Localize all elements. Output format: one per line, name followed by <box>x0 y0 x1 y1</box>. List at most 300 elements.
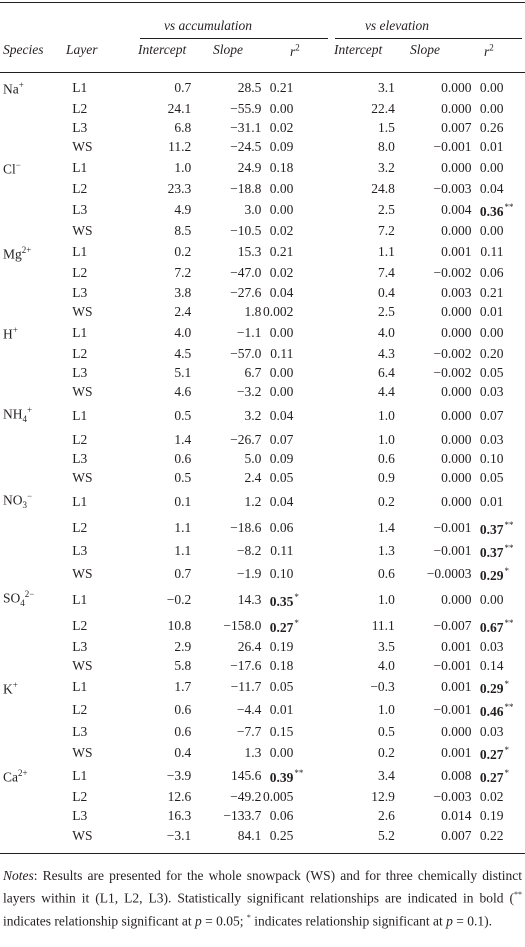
species-cell <box>0 698 72 721</box>
table-row <box>0 698 525 721</box>
species-cell <box>0 198 72 221</box>
intercept-elevation-cell: 1.0 <box>377 407 395 423</box>
layer-cell: L2 <box>72 617 88 633</box>
species-cell: $SO_4^{2-}$ <box>3 589 35 609</box>
intercept-accumulation-cell: 1.7 <box>174 679 192 695</box>
header-rule <box>0 72 525 73</box>
slope-accumulation-cell: −18.6 <box>230 519 262 535</box>
intercept-elevation-cell: 8.0 <box>377 139 395 155</box>
r2-elevation-cell: 0.05 <box>479 470 504 486</box>
intercept-accumulation-cell: 4.9 <box>174 202 192 218</box>
intercept-elevation-cell: 1.4 <box>377 519 395 535</box>
intercept-accumulation-cell: 4.6 <box>174 384 192 400</box>
table-row <box>0 302 525 321</box>
group-underline-accumulation <box>140 38 328 39</box>
col-header-r2-1 <box>290 42 300 60</box>
intercept-elevation-cell: 3.4 <box>377 768 395 784</box>
slope-accumulation-cell: −7.7 <box>236 723 262 739</box>
species-cell: $Ca^{2+}$ <box>3 768 28 785</box>
slope-accumulation-cell: −3.2 <box>236 384 262 400</box>
layer-cell: L3 <box>72 638 88 654</box>
slope-accumulation-cell: −133.7 <box>223 808 262 824</box>
layer-cell: WS <box>72 566 93 582</box>
intercept-accumulation-cell: 2.9 <box>174 638 192 654</box>
intercept-accumulation-cell: −3.1 <box>166 827 192 843</box>
layer-cell: L2 <box>72 431 88 447</box>
r2-elevation-cell: 0.01 <box>479 139 504 155</box>
table-row <box>0 539 525 562</box>
group-header-elevation: vs elevation <box>364 18 430 33</box>
r2-elevation-cell: 0.03 <box>479 431 504 447</box>
species-cell <box>0 562 72 585</box>
notes-sig-mark-2: ** <box>514 890 522 899</box>
r2-accumulation-cell: 0.21 <box>269 244 294 260</box>
r2-elevation-cell: 0.22 <box>479 827 504 843</box>
species-cell <box>0 614 72 637</box>
intercept-accumulation-cell: 1.1 <box>174 519 192 535</box>
species-cell <box>0 118 72 137</box>
layer-cell: L2 <box>72 100 88 116</box>
intercept-accumulation-cell: 12.6 <box>167 789 192 805</box>
slope-elevation-cell: 0.007 <box>441 119 472 135</box>
intercept-accumulation-cell: 4.5 <box>174 345 192 361</box>
slope-accumulation-cell: −57.0 <box>230 345 262 361</box>
notes-sig-mark-1: * <box>246 912 251 922</box>
r2-elevation-cell: 0.04 <box>479 181 504 197</box>
table-row <box>0 741 525 764</box>
intercept-accumulation-cell: 10.8 <box>167 617 192 633</box>
r2-accumulation-cell: 0.00 <box>269 384 294 400</box>
intercept-elevation-cell: 22.4 <box>371 100 395 116</box>
r2-elevation-cell: 0.37** <box>479 519 514 537</box>
intercept-accumulation-cell: 1.4 <box>174 431 192 447</box>
slope-accumulation-cell: −1.9 <box>236 566 262 582</box>
intercept-elevation-cell: 0.5 <box>377 723 395 739</box>
intercept-accumulation-cell: 0.4 <box>174 744 192 760</box>
bottom-rule <box>0 853 525 854</box>
intercept-elevation-cell: 3.5 <box>377 638 395 654</box>
r2-elevation-cell: 0.00 <box>479 100 504 116</box>
table-row <box>0 614 525 637</box>
intercept-accumulation-cell: 5.1 <box>174 364 192 380</box>
r2-accumulation-cell: 0.00 <box>269 202 294 218</box>
r2-accumulation-cell: 0.01 <box>269 702 294 718</box>
r2-elevation-cell: 0.20 <box>479 345 504 361</box>
col-header-r2-2-text: $r^2$ <box>484 42 494 59</box>
r2-accumulation-cell: 0.04 <box>269 493 294 509</box>
r2-elevation-cell: 0.03 <box>479 384 504 400</box>
r2-accumulation-cell: 0.005 <box>262 789 294 805</box>
r2-elevation-cell: 0.67** <box>479 617 514 635</box>
layer-cell: L3 <box>72 284 88 300</box>
slope-accumulation-cell: 6.7 <box>244 364 262 380</box>
table-row <box>0 516 525 539</box>
table-row <box>0 637 525 656</box>
intercept-elevation-cell: 2.6 <box>377 808 395 824</box>
layer-cell: L1 <box>72 79 88 95</box>
table-row <box>0 118 525 137</box>
slope-accumulation-cell: 24.9 <box>237 160 262 176</box>
layer-cell: L3 <box>72 542 88 558</box>
table-row <box>0 656 525 675</box>
r2-accumulation-cell: 0.00 <box>269 324 294 340</box>
slope-elevation-cell: 0.000 <box>441 723 472 739</box>
r2-elevation-cell: 0.11 <box>480 244 504 260</box>
layer-cell: WS <box>72 658 93 674</box>
layer-cell: L1 <box>72 160 88 176</box>
r2-accumulation-cell: 0.02 <box>269 223 294 239</box>
slope-accumulation-cell: 1.2 <box>244 493 262 509</box>
r2-accumulation-cell: 0.00 <box>269 744 294 760</box>
r2-accumulation-cell: 0.09 <box>269 139 294 155</box>
r2-accumulation-cell: 0.04 <box>269 407 294 423</box>
slope-elevation-cell: 0.000 <box>441 470 472 486</box>
layer-cell: WS <box>72 827 93 843</box>
layer-cell: L1 <box>72 407 88 423</box>
slope-accumulation-cell: −17.6 <box>230 658 262 674</box>
layer-cell: L3 <box>72 808 88 824</box>
r2-accumulation-cell: 0.10 <box>269 566 294 582</box>
r2-elevation-cell: 0.01 <box>479 303 504 319</box>
intercept-elevation-cell: 1.0 <box>377 431 395 447</box>
r2-accumulation-cell: 0.07 <box>269 431 294 447</box>
layer-cell: L2 <box>72 345 88 361</box>
intercept-elevation-cell: 6.4 <box>377 364 395 380</box>
layer-cell: L1 <box>72 768 88 784</box>
slope-elevation-cell: 0.000 <box>441 384 472 400</box>
slope-elevation-cell: −0.002 <box>433 265 472 281</box>
species-cell: $Mg^{2+}$ <box>3 244 32 262</box>
intercept-accumulation-cell: 0.5 <box>174 407 192 423</box>
intercept-elevation-cell: 0.9 <box>377 470 395 486</box>
intercept-accumulation-cell: 7.2 <box>174 265 192 281</box>
col-header-r2-2 <box>484 42 494 60</box>
slope-elevation-cell: 0.000 <box>441 223 472 239</box>
slope-elevation-cell: −0.0003 <box>426 566 472 582</box>
slope-accumulation-cell: 3.0 <box>244 202 262 218</box>
layer-cell: WS <box>72 303 93 319</box>
r2-elevation-cell: 0.00 <box>479 79 504 95</box>
col-header-intercept-2 <box>334 42 382 58</box>
notes-text-4: indicates relationship significant at <box>250 913 447 928</box>
col-header-species-text: Species <box>3 42 44 57</box>
intercept-elevation-cell: 3.1 <box>377 79 395 95</box>
layer-cell: L2 <box>72 702 88 718</box>
r2-accumulation-cell: 0.00 <box>269 364 294 380</box>
layer-cell: WS <box>72 139 93 155</box>
slope-accumulation-cell: −11.7 <box>230 679 262 695</box>
r2-elevation-cell: 0.00 <box>479 324 504 340</box>
layer-cell: L1 <box>72 324 88 340</box>
r2-elevation-cell: 0.36** <box>479 202 514 220</box>
table-notes <box>3 866 522 930</box>
intercept-elevation-cell: 1.5 <box>377 119 395 135</box>
slope-elevation-cell: −0.001 <box>433 542 472 558</box>
intercept-accumulation-cell: 0.7 <box>174 566 192 582</box>
intercept-elevation-cell: −0.3 <box>370 679 395 695</box>
r2-elevation-cell: 0.46** <box>479 702 514 720</box>
layer-cell: L2 <box>72 265 88 281</box>
table-row <box>0 198 525 221</box>
table-row <box>0 468 525 487</box>
species-cell <box>0 137 72 156</box>
species-cell <box>0 468 72 487</box>
col-header-intercept-1 <box>138 42 186 58</box>
intercept-accumulation-cell: 11.2 <box>168 139 192 155</box>
r2-accumulation-cell: 0.04 <box>269 284 294 300</box>
intercept-accumulation-cell: −3.9 <box>166 768 192 784</box>
r2-elevation-cell: 0.21 <box>479 284 504 300</box>
intercept-elevation-cell: 0.2 <box>377 493 395 509</box>
intercept-elevation-cell: 0.4 <box>377 284 395 300</box>
intercept-accumulation-cell: 0.5 <box>174 470 192 486</box>
intercept-elevation-cell: 2.5 <box>377 202 395 218</box>
col-header-slope-1-text: Slope <box>213 42 243 57</box>
slope-accumulation-cell: −55.9 <box>230 100 262 116</box>
species-cell: $NH_4^+$ <box>3 405 33 425</box>
intercept-elevation-cell: 4.0 <box>377 324 395 340</box>
table-row <box>0 344 525 363</box>
intercept-elevation-cell: 1.0 <box>377 702 395 718</box>
intercept-elevation-cell: 7.2 <box>377 223 395 239</box>
slope-elevation-cell: −0.002 <box>433 345 472 361</box>
species-cell <box>0 263 72 282</box>
table-row <box>0 76 525 99</box>
slope-accumulation-cell: −24.5 <box>230 139 262 155</box>
slope-elevation-cell: −0.001 <box>433 139 472 155</box>
layer-cell: WS <box>72 384 93 400</box>
layer-cell: L3 <box>72 119 88 135</box>
species-cell: Cl− <box>3 160 21 177</box>
intercept-accumulation-cell: 5.8 <box>174 658 192 674</box>
slope-elevation-cell: 0.001 <box>441 244 472 260</box>
slope-elevation-cell: 0.001 <box>441 679 472 695</box>
slope-accumulation-cell: 28.5 <box>237 79 262 95</box>
table-row <box>0 363 525 382</box>
species-cell <box>0 99 72 118</box>
intercept-accumulation-cell: 0.6 <box>174 723 192 739</box>
col-header-slope-2-text: Slope <box>410 42 440 57</box>
slope-elevation-cell: 0.003 <box>441 284 472 300</box>
r2-elevation-cell: 0.29* <box>479 566 510 584</box>
slope-accumulation-cell: 15.3 <box>237 244 262 260</box>
r2-accumulation-cell: 0.05 <box>269 679 294 695</box>
slope-elevation-cell: 0.004 <box>441 202 472 218</box>
table-row <box>0 283 525 302</box>
slope-elevation-cell: 0.001 <box>441 638 472 654</box>
slope-elevation-cell: −0.003 <box>433 181 472 197</box>
slope-accumulation-cell: −1.1 <box>236 324 262 340</box>
slope-accumulation-cell: 26.4 <box>237 638 262 654</box>
slope-elevation-cell: −0.001 <box>433 702 472 718</box>
table-row <box>0 156 525 179</box>
r2-accumulation-cell: 0.11 <box>270 345 294 361</box>
species-cell: $NO_3^-$ <box>3 491 33 511</box>
layer-cell: L1 <box>72 493 88 509</box>
slope-elevation-cell: 0.000 <box>441 160 472 176</box>
notes-text-1: : Results are presented for the whole snowpack (WS) and for three chemically distinct layers within it (L1, L2, L3). Statistically significant relationships are indicated in bold ( <box>3 868 522 906</box>
r2-elevation-cell: 0.14 <box>479 658 504 674</box>
slope-elevation-cell: 0.000 <box>441 407 472 423</box>
table-row <box>0 562 525 585</box>
species-cell: Na+ <box>3 80 24 97</box>
slope-accumulation-cell: −4.4 <box>236 702 262 718</box>
species-cell <box>0 449 72 468</box>
r2-elevation-cell: 0.10 <box>479 450 504 466</box>
intercept-accumulation-cell: 23.3 <box>167 181 192 197</box>
table-row <box>0 487 525 515</box>
intercept-elevation-cell: 1.3 <box>377 542 395 558</box>
slope-accumulation-cell: 1.3 <box>244 744 262 760</box>
slope-accumulation-cell: 5.0 <box>244 450 262 466</box>
r2-elevation-cell: 0.27* <box>479 744 510 762</box>
species-cell <box>0 179 72 198</box>
table-row <box>0 99 525 118</box>
table-body <box>0 76 525 845</box>
species-cell <box>0 516 72 539</box>
r2-accumulation-cell: 0.06 <box>269 808 294 824</box>
r2-elevation-cell: 0.03 <box>479 723 504 739</box>
r2-elevation-cell: 0.27* <box>479 768 510 786</box>
intercept-accumulation-cell: 0.2 <box>174 244 192 260</box>
slope-accumulation-cell: 14.3 <box>237 591 262 607</box>
r2-accumulation-cell: 0.19 <box>269 638 294 654</box>
group-header-accumulation: vs accumulation <box>163 18 253 33</box>
r2-elevation-cell: 0.01 <box>479 493 504 509</box>
slope-accumulation-cell: −10.5 <box>230 223 262 239</box>
intercept-elevation-cell: 7.4 <box>377 265 395 281</box>
slope-elevation-cell: −0.002 <box>433 364 472 380</box>
table-row <box>0 179 525 198</box>
group-underline-elevation <box>335 38 522 39</box>
table-row <box>0 585 525 613</box>
r2-elevation-cell: 0.00 <box>479 591 504 607</box>
intercept-accumulation-cell: 4.0 <box>174 324 192 340</box>
intercept-elevation-cell: 1.1 <box>377 244 395 260</box>
slope-elevation-cell: 0.000 <box>441 303 472 319</box>
notes-p-1: p <box>194 913 202 928</box>
slope-accumulation-cell: −49.2 <box>230 789 262 805</box>
r2-elevation-cell: 0.05 <box>479 364 504 380</box>
slope-elevation-cell: −0.003 <box>433 789 472 805</box>
slope-elevation-cell: 0.008 <box>441 768 472 784</box>
intercept-elevation-cell: 1.0 <box>377 591 395 607</box>
col-header-intercept-1-text: Intercept <box>138 42 187 57</box>
species-cell <box>0 787 72 806</box>
col-header-slope-1 <box>213 42 243 58</box>
notes-label: Notes <box>3 868 34 883</box>
layer-cell: L3 <box>72 723 88 739</box>
intercept-elevation-cell: 5.2 <box>377 827 395 843</box>
slope-elevation-cell: 0.014 <box>441 808 472 824</box>
intercept-accumulation-cell: 0.1 <box>174 493 192 509</box>
layer-cell: WS <box>72 223 93 239</box>
layer-cell: L1 <box>72 244 88 260</box>
intercept-elevation-cell: 0.6 <box>377 450 395 466</box>
table-row <box>0 722 525 741</box>
layer-cell: L1 <box>72 591 88 607</box>
table-row <box>0 241 525 264</box>
slope-elevation-cell: −0.001 <box>433 658 472 674</box>
col-header-slope-2 <box>410 42 440 58</box>
species-cell <box>0 637 72 656</box>
species-cell <box>0 382 72 401</box>
slope-accumulation-cell: 1.8 <box>244 303 262 319</box>
slope-accumulation-cell: 3.2 <box>244 407 262 423</box>
r2-accumulation-cell: 0.18 <box>269 160 294 176</box>
slope-accumulation-cell: −26.7 <box>230 431 262 447</box>
layer-cell: L3 <box>72 364 88 380</box>
intercept-accumulation-cell: 0.6 <box>174 450 192 466</box>
r2-elevation-cell: 0.29* <box>479 679 510 697</box>
table-row <box>0 401 525 429</box>
intercept-elevation-cell: 0.2 <box>377 744 395 760</box>
notes-text-5: = 0.1). <box>452 913 493 928</box>
r2-elevation-cell: 0.19 <box>479 808 504 824</box>
species-cell <box>0 302 72 321</box>
col-header-intercept-2-text: Intercept <box>334 42 383 57</box>
table-row <box>0 449 525 468</box>
intercept-elevation-cell: 24.8 <box>371 181 395 197</box>
notes-text-3: = 0.05; <box>201 913 247 928</box>
intercept-elevation-cell: 2.5 <box>377 303 395 319</box>
species-cell <box>0 656 72 675</box>
intercept-elevation-cell: 3.2 <box>377 160 395 176</box>
species-cell <box>0 221 72 240</box>
species-cell <box>0 722 72 741</box>
table-row <box>0 764 525 787</box>
r2-accumulation-cell: 0.002 <box>262 303 294 319</box>
slope-elevation-cell: 0.001 <box>441 744 472 760</box>
intercept-elevation-cell: 4.4 <box>377 384 395 400</box>
slope-accumulation-cell: −158.0 <box>223 617 262 633</box>
layer-cell: L2 <box>72 181 88 197</box>
r2-accumulation-cell: 0.18 <box>269 658 294 674</box>
table-row <box>0 321 525 344</box>
slope-elevation-cell: 0.000 <box>441 100 472 116</box>
r2-accumulation-cell: 0.11 <box>270 542 294 558</box>
intercept-elevation-cell: 4.0 <box>377 658 395 674</box>
top-rule <box>0 2 525 3</box>
table-row <box>0 806 525 825</box>
species-cell <box>0 283 72 302</box>
intercept-accumulation-cell: 1.0 <box>174 160 192 176</box>
r2-accumulation-cell: 0.02 <box>269 119 294 135</box>
slope-accumulation-cell: −27.6 <box>230 284 262 300</box>
r2-accumulation-cell: 0.15 <box>269 723 294 739</box>
table-row <box>0 382 525 401</box>
slope-elevation-cell: 0.000 <box>441 79 472 95</box>
slope-accumulation-cell: 2.4 <box>244 470 262 486</box>
layer-cell: WS <box>72 744 93 760</box>
species-cell <box>0 363 72 382</box>
table-row <box>0 137 525 156</box>
species-cell: K+ <box>3 679 18 696</box>
r2-elevation-cell: 0.37** <box>479 542 514 560</box>
slope-accumulation-cell: 84.1 <box>237 827 262 843</box>
intercept-accumulation-cell: 1.1 <box>174 542 192 558</box>
r2-accumulation-cell: 0.21 <box>269 79 294 95</box>
r2-accumulation-cell: 0.06 <box>269 519 294 535</box>
r2-accumulation-cell: 0.27* <box>269 617 299 635</box>
table-row <box>0 430 525 449</box>
intercept-accumulation-cell: 0.7 <box>174 79 192 95</box>
r2-accumulation-cell: 0.25 <box>269 827 294 843</box>
intercept-elevation-cell: 0.6 <box>377 566 395 582</box>
intercept-accumulation-cell: 2.4 <box>174 303 192 319</box>
col-header-layer-text: Layer <box>66 42 98 57</box>
r2-accumulation-cell: 0.05 <box>269 470 294 486</box>
